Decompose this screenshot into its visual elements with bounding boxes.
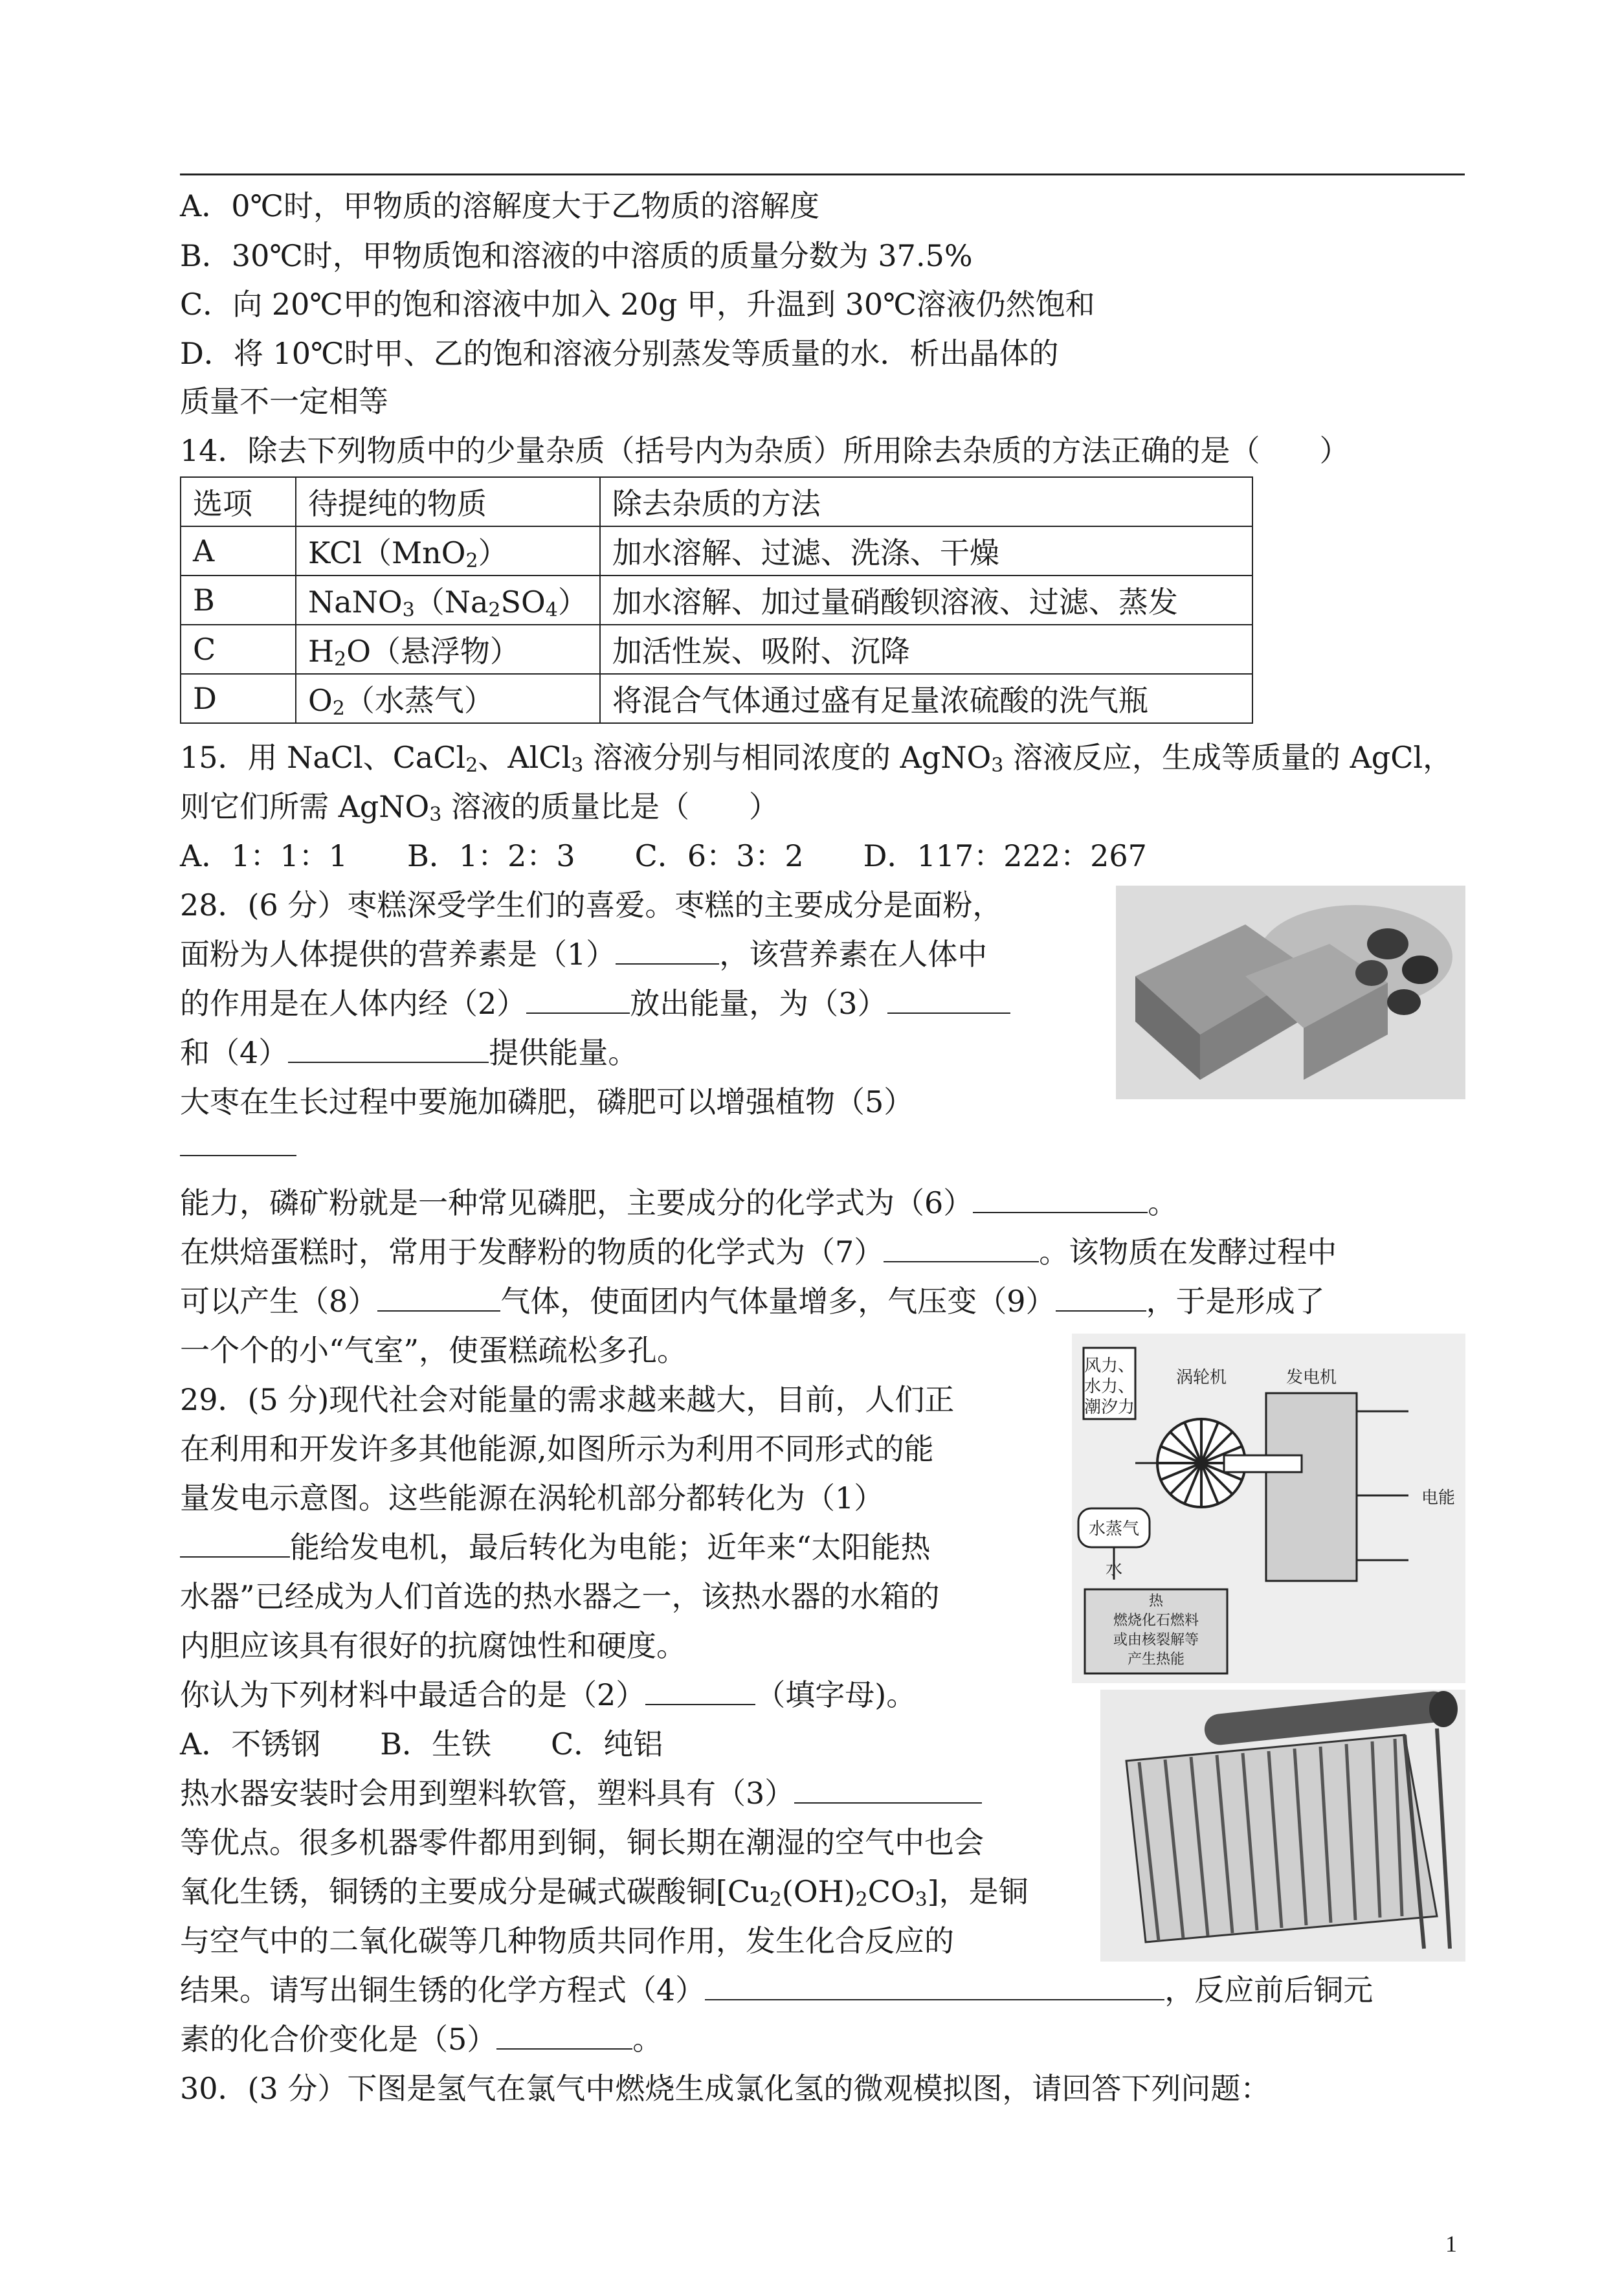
answer-blank[interactable] <box>180 1528 290 1558</box>
table-row <box>181 674 1252 723</box>
solar-water-heater-photo <box>1100 1690 1465 1962</box>
q28-line: 和（4） 提供能量。 <box>180 1033 638 1072</box>
diagram-label: 水 <box>1105 1560 1123 1579</box>
diagram-label: 产生热能 <box>1127 1651 1185 1668</box>
q29-line: 热水器安装时会用到塑料软管，塑料具有（3） <box>180 1774 982 1813</box>
diagram-label: 水蒸气 <box>1088 1519 1140 1539</box>
diagram-label: 风力、 <box>1084 1356 1135 1376</box>
table-cell: KCl（MnO$_2$） <box>296 526 600 576</box>
q29-line: 在利用和开发许多其他能源,如图所示为利用不同形式的能 <box>180 1431 934 1466</box>
q30-stem: 30．(3 分）下图是氢气在氯气中燃烧生成氯化氢的微观模拟图，请回答下列问题： <box>180 2071 1271 2106</box>
q29-line: 29．(5 分)现代社会对能量的需求越来越大，目前，人们正 <box>180 1382 955 1417</box>
table-row <box>181 526 1252 576</box>
table-cell: $H_2O$（悬浮物） <box>296 625 600 674</box>
header-rule <box>180 173 1465 175</box>
diagram-label: 水力、 <box>1084 1377 1135 1396</box>
q13-option-d-cont: 质量不一定相等 <box>180 384 388 419</box>
q29-line: 素的化合价变化是（5） 。 <box>180 2020 662 2059</box>
diagram-label: 电能 <box>1421 1488 1456 1508</box>
q13-option-a: A．0℃时，甲物质的溶解度大于乙物质的溶解度 <box>180 188 819 223</box>
answer-blank[interactable] <box>1056 1282 1146 1312</box>
diagram-label: 发电机 <box>1285 1368 1337 1387</box>
answer-blank[interactable] <box>973 1183 1148 1213</box>
answer-blank[interactable] <box>616 935 719 965</box>
q28-line: 面粉为人体提供的营养素是（1） ，该营养素在人体中 <box>180 935 987 974</box>
diagram-label: 或由核裂解等 <box>1113 1632 1199 1648</box>
cake-photo <box>1116 886 1465 1099</box>
answer-blank[interactable] <box>526 984 630 1014</box>
q29-line: 结果。请写出铜生锈的化学方程式（4） ，反应前后铜元 <box>180 1971 1373 2009</box>
q28-line: 28．(6 分）枣糕深受学生们的喜爱。枣糕的主要成分是面粉， <box>180 888 1003 923</box>
table-header: 除去杂质的方法 <box>600 477 1252 526</box>
q28-line <box>180 1126 296 1165</box>
table-header: 待提纯的物质 <box>296 477 600 526</box>
diagram-label: 燃烧化石燃料 <box>1113 1613 1199 1629</box>
q15-stem: 15．用 NaCl、CaCl$_2$、AlCl$_3$ 溶液分别与相同浓度的 AgNO$_3$ 溶液反应，生成等质量的 AgCl， <box>180 740 1453 777</box>
q14-stem: 14．除去下列物质中的少量杂质（括号内为杂质）所用除去杂质的方法正确的是（ ） <box>180 433 1350 468</box>
answer-blank[interactable] <box>180 1126 296 1156</box>
table-header: 选项 <box>181 477 296 526</box>
q15-options: A．1：1：1 B．1：2：3 C．6：3：2 D．117：222：267 <box>180 838 1147 873</box>
diagram-label: 潮汐力 <box>1084 1398 1135 1417</box>
answer-blank[interactable] <box>377 1282 500 1312</box>
table-cell: 加水溶解、加过量硝酸钡溶液、过滤、蒸发 <box>600 576 1252 625</box>
table-cell: C <box>181 625 296 674</box>
q28-line: 在烘焙蛋糕时，常用于发酵粉的物质的化学式为（7） 。该物质在发酵过程中 <box>180 1233 1337 1271</box>
q29-line: 内胆应该具有很好的抗腐蚀性和硬度。 <box>180 1628 686 1663</box>
table-cell: 加水溶解、过滤、洗涤、干燥 <box>600 526 1252 576</box>
table-cell: $NaNO_3(Na_2SO_4)$ <box>296 576 600 625</box>
q29-line: 量发电示意图。这些能源在涡轮机部分都转化为（1） <box>180 1481 884 1516</box>
table-cell: D <box>181 674 296 723</box>
answer-blank[interactable] <box>884 1233 1039 1262</box>
diagram-label: 热 <box>1148 1593 1164 1609</box>
page-number: 1 <box>1445 2231 1457 2257</box>
q29-line: 水器”已经成为人们首选的热水器之一，该热水器的水箱的 <box>180 1579 940 1614</box>
table-cell: $O_2$（水蒸气） <box>296 674 600 723</box>
q28-line: 的作用是在人体内经（2） 放出能量，为（3） <box>180 984 1010 1023</box>
q29-line: 能给发电机，最后转化为电能；近年来“太阳能热 <box>180 1528 931 1567</box>
q15-stem-cont: 则它们所需 AgNO$_3$ 溶液的质量比是（ ） <box>180 789 779 826</box>
diagram-label: 涡轮机 <box>1175 1368 1227 1387</box>
q28-line: 可以产生（8） 气体，使面团内气体量增多，气压变（9） ，于是形成了 <box>180 1282 1325 1321</box>
q28-line: 一个个的小“气室”，使蛋糕疏松多孔。 <box>180 1333 687 1368</box>
q13-option-b: B．30℃时，甲物质饱和溶液的中溶质的质量分数为 37.5% <box>180 238 973 273</box>
table-cell: 将混合气体通过盛有足量浓硫酸的洗气瓶 <box>600 674 1252 723</box>
answer-blank[interactable] <box>887 984 1010 1014</box>
table-cell: B <box>181 576 296 625</box>
answer-blank[interactable] <box>496 2020 632 2050</box>
table-cell: 加活性炭、吸附、沉降 <box>600 625 1252 674</box>
table-cell: A <box>181 526 296 576</box>
q13-option-d: D．将 10℃时甲、乙的饱和溶液分别蒸发等质量的水．析出晶体的 <box>180 336 1059 371</box>
energy-diagram <box>1072 1334 1465 1683</box>
answer-blank[interactable] <box>705 1971 1164 2000</box>
q29-options: A．不锈钢 B．生铁 C．纯铝 <box>180 1727 663 1762</box>
q29-line: 等优点。很多机器零件都用到铜，铜长期在潮湿的空气中也会 <box>180 1825 984 1860</box>
q28-line: 能力，磷矿粉就是一种常见磷肥，主要成分的化学式为（6） 。 <box>180 1183 1177 1222</box>
table-header-row <box>181 477 1252 526</box>
answer-blank[interactable] <box>794 1774 982 1804</box>
q13-option-c: C．向 20℃甲的饱和溶液中加入 20g 甲，升温到 30℃溶液仍然饱和 <box>180 287 1095 322</box>
q14-table <box>180 476 1253 724</box>
q28-line: 大枣在生长过程中要施加磷肥，磷肥可以增强植物（5） <box>180 1084 914 1119</box>
answer-blank[interactable] <box>288 1033 489 1063</box>
table-row <box>181 625 1252 674</box>
q29-line: 氧化生锈，铜锈的主要成分是碱式碳酸铜$[Cu_2(OH)_2CO_3]$，是铜 <box>180 1874 1029 1911</box>
table-row <box>181 576 1252 625</box>
q29-line: 与空气中的二氧化碳等几种物质共同作用，发生化合反应的 <box>180 1923 954 1958</box>
answer-blank[interactable] <box>645 1675 755 1705</box>
q29-line: 你认为下列材料中最适合的是（2） （填字母)。 <box>180 1675 916 1714</box>
